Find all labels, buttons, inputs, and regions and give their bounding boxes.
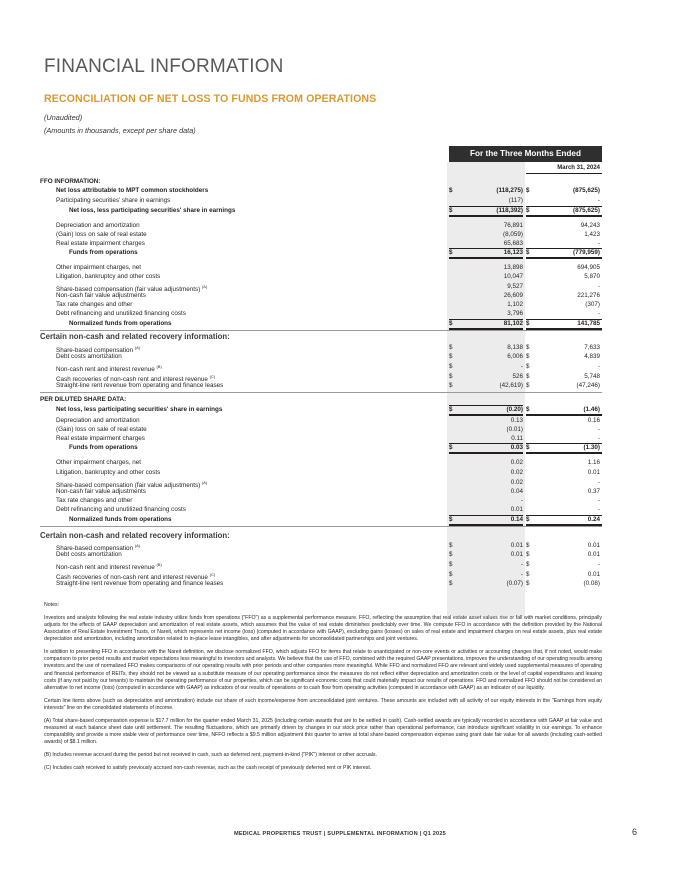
section-divider: [40, 392, 602, 393]
value-2024: 4,839: [584, 353, 600, 360]
value-2024: 1.16: [587, 459, 600, 466]
value-2024: (47,246): [576, 382, 600, 389]
value-2024: -: [597, 363, 600, 370]
per-share-title-text: PER DILUTED SHARE DATA:: [40, 396, 127, 403]
row-label: Non-cash fair value adjustments: [56, 488, 146, 495]
value-2024: 0.16: [587, 417, 600, 424]
period-header: For the Three Months Ended: [449, 146, 602, 162]
table-row: [44, 263, 602, 272]
table-row: [44, 282, 602, 291]
footnote-marker: (B): [156, 364, 162, 369]
value-2025: (0.20): [506, 406, 523, 413]
underline: [526, 443, 602, 444]
amounts-note: (Amounts in thousands, except per share data): [44, 126, 196, 135]
value-2025: -: [520, 363, 523, 370]
dollar-sign: $: [449, 249, 453, 256]
table-row: [44, 560, 602, 569]
value-2025: (8,059): [503, 231, 523, 238]
dollar-sign: $: [449, 406, 453, 413]
row-label: Depreciation and amortization: [56, 222, 140, 229]
value-2024: -: [597, 283, 600, 290]
value-2024: (875,625): [573, 207, 600, 214]
double-underline: [526, 257, 602, 259]
row-label: Participating securities' share in earnings: [56, 197, 171, 204]
row-label: Debt refinancing and unutilized financing costs: [56, 506, 186, 513]
value-2024: (307): [585, 301, 600, 308]
row-label: Litigation, bankruptcy and other costs: [56, 273, 161, 280]
value-2025: (117): [508, 197, 523, 204]
dollar-sign: $: [526, 249, 530, 256]
value-2024: 0.01: [587, 542, 600, 549]
underline: [449, 248, 523, 249]
value-2025: 81,102: [503, 320, 523, 327]
table-row: [44, 505, 602, 514]
ffo-title-text: FFO INFORMATION:: [40, 178, 101, 185]
value-2024: (875,625): [573, 187, 600, 194]
note-normalized-ffo: In addition to presenting FFO in accordance with the Nareit definition, we disclose normalized FFO, which adjusts FFO for items that relate to unanticipated or non-core events or activities or accounting changes that, if not noted, would make comparison to prior period results and market expectations less meaningful to investors and analysts. We believe that the use of FFO, combined with the required GAAP presentations, improves the understanding of our operating results among investors and the use of normalized FFO makes comparisons of our operating results with prior periods and other companies more meaningful. While FFO and normalized FFO are relevant and widely used supplemental measures of operating and financial performance of REITs, they should not be viewed as a substitute measure of our operating performance since the measures do not reflect either depreciation and amortization costs or the level of capital expenditures and leasing costs (if any not paid by our tenants) to maintain the operating performance of our properties, which can be significant economic costs that could materially impact our results of operations. FFO and normalized FFO should not be considered an alternative to net income (loss) (computed in accordance with GAAP) as indicators of our results of operations or to cash flow from operating activities (computed in accordance with GAAP) as an indicator of our liquidity.: [44, 649, 602, 692]
value-2024: 0.37: [587, 488, 600, 495]
unaudited-note: (Unaudited): [44, 113, 83, 122]
dollar-sign: $: [449, 187, 453, 194]
dollar-sign: $: [449, 382, 453, 389]
section-divider: [40, 526, 602, 527]
value-2024: 5,870: [584, 273, 600, 280]
notes-section: [44, 602, 602, 777]
row-label: (Gain) loss on sale of real estate: [56, 426, 147, 433]
value-2024: -: [597, 197, 600, 204]
value-2025: 0.13: [510, 417, 523, 424]
row-label: Net loss, less participating securities' share in earnings: [69, 207, 236, 214]
dollar-sign: $: [449, 444, 453, 451]
double-underline: [449, 452, 523, 454]
row-label: Share-based compensation (fair value adjustments) $^{(A)}$: [56, 284, 208, 293]
dollar-sign: $: [526, 353, 530, 360]
dollar-sign: $: [526, 406, 530, 413]
value-2025: 0.01: [510, 551, 523, 558]
value-2024: 221,276: [577, 292, 600, 299]
value-2025: 26,609: [503, 292, 523, 299]
value-2025: 10,047: [503, 273, 523, 280]
col2-header-rule: [526, 173, 602, 174]
row-label: Non-cash fair value adjustments: [56, 292, 146, 299]
footnote-marker: (B): [156, 562, 162, 567]
underline: [526, 319, 602, 320]
value-2024: -: [597, 506, 600, 513]
per-share-title: [40, 395, 602, 404]
footnote-marker: (A): [201, 284, 208, 289]
value-2024: -: [597, 426, 600, 433]
value-2024: -: [597, 561, 600, 568]
table-row: [44, 381, 602, 390]
section-subtitle: RECONCILIATION OF NET LOSS TO FUNDS FROM OPERATIONS: [44, 93, 377, 105]
dollar-sign: $: [449, 363, 453, 370]
value-2025: 0.02: [510, 469, 523, 476]
underline: [449, 206, 523, 207]
value-2024: -: [597, 310, 600, 317]
value-2025: 0.02: [510, 459, 523, 466]
page-number: 6: [632, 827, 638, 837]
table-row: [44, 221, 602, 230]
table-row: [44, 196, 602, 205]
row-label: Straight-line rent revenue from operating and finance leases: [56, 580, 224, 587]
table-row: [44, 416, 602, 425]
table-row: [44, 362, 602, 371]
value-2025: 3,796: [507, 310, 523, 317]
dollar-sign: $: [449, 542, 453, 549]
table-row: [44, 550, 602, 559]
value-2024: (0.08): [583, 580, 600, 587]
underline: [449, 319, 523, 320]
value-2025: 0.14: [510, 516, 523, 523]
row-label: Normalized funds from operations: [69, 320, 172, 327]
value-2025: 13,898: [503, 264, 523, 271]
dollar-sign: $: [449, 571, 453, 578]
value-2025: 0.02: [510, 479, 523, 486]
value-2024: 0.01: [587, 551, 600, 558]
dollar-sign: $: [526, 373, 530, 380]
ffo-title: [40, 177, 602, 186]
row-label: Straight-line rent revenue from operating and finance leases: [56, 382, 224, 389]
value-2025: 16,123: [503, 249, 523, 256]
dollar-sign: $: [526, 571, 530, 578]
double-underline: [526, 452, 602, 454]
dollar-sign: $: [449, 516, 453, 523]
footnote-marker: (C): [209, 572, 216, 577]
dollar-sign: $: [526, 187, 530, 194]
dollar-sign: $: [526, 551, 530, 558]
value-2025: 65,683: [503, 240, 523, 247]
value-2025: 0.04: [510, 488, 523, 495]
value-2024: -: [597, 497, 600, 504]
footnote-marker: (C): [209, 374, 216, 379]
underline: [526, 515, 602, 516]
footnote-marker: (A): [201, 480, 208, 485]
dollar-sign: $: [526, 542, 530, 549]
value-2025: (118,275): [496, 187, 523, 194]
value-2024: -: [597, 435, 600, 442]
underline: [449, 443, 523, 444]
value-2024: 1,423: [584, 231, 600, 238]
value-2025: 526: [512, 373, 523, 380]
value-2024: -: [597, 479, 600, 486]
dollar-sign: $: [526, 444, 530, 451]
row-label: Share-based compensation (fair value adjustments) $^{(A)}$: [56, 480, 208, 489]
table-row: [44, 541, 602, 550]
row-label: Real estate impairment charges: [56, 435, 145, 442]
dollar-sign: $: [449, 344, 453, 351]
value-2024: (1.46): [583, 406, 600, 413]
row-label: Other impairment charges, net: [56, 264, 142, 271]
value-2024: 694,905: [577, 264, 600, 271]
value-2025: (118,392): [496, 207, 523, 214]
table-row: [44, 352, 602, 361]
row-label: Funds from operations: [69, 444, 138, 451]
row-label: Depreciation and amortization: [56, 417, 140, 424]
row-label: Non-cash rent and interest revenue $^{(B)}$: [56, 562, 162, 571]
row-label: Other impairment charges, net: [56, 459, 142, 466]
value-2025: -: [520, 561, 523, 568]
table-row: [44, 425, 602, 434]
value-2025: 0.03: [510, 444, 523, 451]
footnote-marker: (A): [134, 345, 141, 350]
value-2024: 5,748: [584, 373, 600, 380]
value-2024: 0.01: [587, 571, 600, 578]
dollar-sign: $: [449, 353, 453, 360]
row-label: Litigation, bankruptcy and other costs: [56, 469, 161, 476]
value-2025: -: [520, 571, 523, 578]
dollar-sign: $: [449, 207, 453, 214]
value-2024: 94,243: [580, 222, 600, 229]
table-row: [44, 372, 602, 381]
underline: [526, 248, 602, 249]
double-underline: [526, 215, 602, 217]
row-label: Debt costs amortization: [56, 353, 122, 360]
value-2025: 76,891: [503, 222, 523, 229]
row-label: Normalized funds from operations: [69, 516, 172, 523]
dollar-sign: $: [526, 382, 530, 389]
dollar-sign: $: [449, 551, 453, 558]
dollar-sign: $: [526, 561, 530, 568]
table-row: [44, 496, 602, 505]
row-label: Debt refinancing and unutilized financing costs: [56, 310, 186, 317]
value-2025: 0.11: [511, 435, 523, 442]
row-label: Non-cash rent and interest revenue $^{(B)}$: [56, 364, 162, 373]
row-label: Debt costs amortization: [56, 551, 122, 558]
table-row: [44, 272, 602, 281]
table-row: [44, 291, 602, 300]
value-2025: 6,006: [507, 353, 523, 360]
row-label: Tax rate changes and other: [56, 497, 133, 504]
value-2025: 0.01: [510, 542, 523, 549]
value-2025: (0.07): [506, 580, 523, 587]
underline: [449, 405, 523, 406]
table-row: [44, 487, 602, 496]
table-row: [44, 300, 602, 309]
note-b: (B) Includes revenue accrued during the period but not received in cash, such as deferred rent, payment-in-kind ("PIK") interest or other accruals.: [44, 751, 377, 758]
col2-header: March 31, 2024: [557, 165, 600, 171]
ps-noncash-title: [40, 531, 602, 540]
dollar-sign: $: [449, 561, 453, 568]
row-label: Net loss attributable to MPT common stockholders: [56, 187, 209, 194]
value-2024: 7,633: [584, 344, 600, 351]
double-underline: [449, 257, 523, 259]
ps-noncash-title-text: Certain non-cash and related recovery information:: [40, 531, 230, 540]
page-title: FINANCIAL INFORMATION: [44, 56, 284, 77]
value-2025: 9,527: [507, 283, 523, 290]
value-2024: 0.24: [587, 516, 600, 523]
row-label: Cash recoveries of non-cash rent and interest revenue $^{(C)}$: [56, 572, 216, 581]
value-2025: -: [520, 497, 523, 504]
dollar-sign: $: [526, 320, 530, 327]
noncash-title-text: Certain non-cash and related recovery information:: [40, 332, 230, 341]
table-row: [44, 579, 602, 588]
value-2025: (0.01): [506, 426, 523, 433]
notes-heading: Notes:: [44, 602, 59, 608]
value-2025: (42,619): [499, 382, 523, 389]
table-row: [44, 458, 602, 467]
table-row: [44, 570, 602, 579]
row-label: Share-based compensation $^{(A)}$: [56, 345, 141, 354]
footnote-marker: (A): [134, 543, 141, 548]
dollar-sign: $: [526, 344, 530, 351]
note-a: (A) Total share-based compensation expense is $17.7 million for the quarter ended March 31, 2025 (including certain awards that are to be settled in cash). Cash-settled awards are typically recorded in accordance with GAAP at fair value and measured at each balance sheet date until settlement. The resulting fluctuations, which are primarily driven by changes in our stock price rather than operational performance, can introduce significant volatility in our earnings. To enhance comparability and provide a more stable view of performance over time, NFFO reflects a $9.5 million adjustment this quarter to arrive at total share-based compensation expense using grant date fair value for all awards (including cash-settled awards) of $8.1 million.: [44, 717, 602, 746]
note-joint-ventures: Certain line items above (such as depreciation and amortization) include our share of such income/expense from unconsolidated joint ventures. These amounts are included with all activity of our equity interests in the "Earnings from equity interests" line on the consolidated statements of income.: [44, 697, 602, 711]
table-row: [44, 343, 602, 352]
table-row: [44, 186, 602, 195]
row-label: Net loss, less participating securities' share in earnings: [56, 406, 223, 413]
footer: MEDICAL PROPERTIES TRUST | SUPPLEMENTAL INFORMATION | Q1 2025: [234, 831, 446, 837]
row-label: Real estate impairment charges: [56, 240, 145, 247]
value-2025: 1,102: [507, 301, 523, 308]
noncash-title: [40, 332, 602, 341]
value-2024: -: [597, 240, 600, 247]
dollar-sign: $: [526, 207, 530, 214]
underline: [449, 515, 523, 516]
row-label: Cash recoveries of non-cash rent and interest revenue $^{(C)}$: [56, 374, 216, 383]
dollar-sign: $: [526, 516, 530, 523]
double-underline: [449, 215, 523, 217]
table-row: [44, 230, 602, 239]
table-row: [44, 478, 602, 487]
dollar-sign: $: [526, 363, 530, 370]
value-2024: 0.01: [587, 469, 600, 476]
value-2024: 141,785: [577, 320, 600, 327]
dollar-sign: $: [449, 320, 453, 327]
dollar-sign: $: [449, 373, 453, 380]
table-row: [44, 468, 602, 477]
value-2025: 8,138: [507, 344, 523, 351]
table-row: [44, 309, 602, 318]
dollar-sign: $: [449, 580, 453, 587]
row-label: Share-based compensation $^{(A)}$: [56, 543, 141, 552]
dollar-sign: $: [526, 580, 530, 587]
value-2024: (779,959): [573, 249, 600, 256]
value-2025: 0.01: [510, 506, 523, 513]
row-label: (Gain) loss on sale of real estate: [56, 231, 147, 238]
row-label: Funds from operations: [69, 249, 138, 256]
note-c: (C) Includes cash received to satisfy previously accrued non-cash revenue, such as the cash receipt of previously deferred rent or PIK interest.: [44, 764, 372, 771]
section-divider: [40, 330, 602, 331]
value-2024: (1.30): [583, 444, 600, 451]
note-ffo-definition: Investors and analysts following the real estate industry utilize funds from operations ("FFO") as a supplemental performance measure. FFO, reflecting the assumption that real estate asset values rise or fall with market conditions, principally adjusts for the effects of GAAP depreciation and amortization of real estate assets, which assumes that the value of real estate diminishes predictably over time. We compute FFO in accordance with the definition provided by the National Association of Real Estate Investment Trusts, or Nareit, which represents net income (loss) (computed in accordance with GAAP), excluding gains (losses) on sales of real estate and impairment charges on real estate assets, plus real estate depreciation and amortization, including amortization related to in-place lease intangibles, and after adjustments for unconsolidated partnerships and joint ventures.: [44, 614, 602, 643]
underline: [526, 206, 602, 207]
row-label: Tax rate changes and other: [56, 301, 133, 308]
